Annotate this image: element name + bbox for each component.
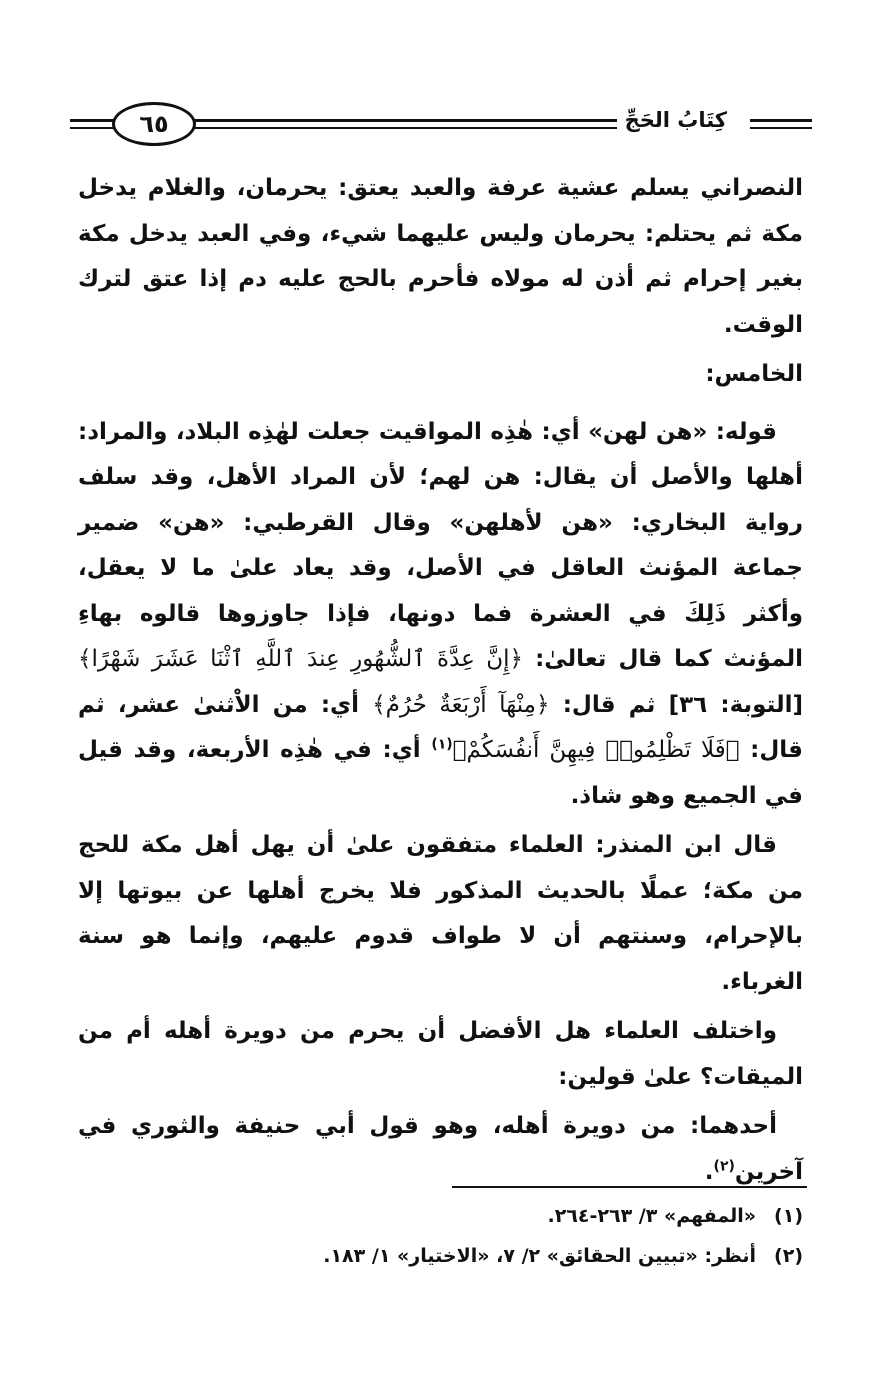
paragraph-5-end: . <box>704 1158 714 1185</box>
footnote-separator <box>452 1186 807 1188</box>
quran-verse-3: ﴿فَلَا تَظْلِمُوا۟ فِيهِنَّ أَنفُسَكُمْ﴾ <box>452 737 740 763</box>
footnote-1-text: «المفهم» ٣/ ٢٦٣-٢٦٤. <box>547 1205 757 1227</box>
page-number-badge <box>112 102 196 146</box>
header-rule-middle-top <box>192 119 652 122</box>
quran-verse-2: ﴿مِنْهَآ أَرْبَعَةٌ حُرُمٌ﴾ <box>372 691 550 718</box>
section-heading-text: الخامس: <box>705 361 803 387</box>
quran-verse-1: ﴿إِنَّ عِدَّةَ ٱلشُّهُورِ عِندَ ٱللَّهِ ٱثْنَا عَشَرَ شَهْرًا﴾ <box>78 646 524 672</box>
page-header <box>70 100 815 150</box>
paragraph-3-text: قال ابن المنذر: العلماء متفقون علىٰ أن يهل أهل مكة للحج من مكة؛ عملًا بالحديث المذكور فلا يخرج أهلها عن بيوتها إلا بالإحرام، وسنتهم أن لا طواف قدوم عليهم، وإنما هو سنة الغرباء. <box>78 832 803 995</box>
paragraph-5 <box>78 1104 803 1195</box>
paragraph-1-text: النصراني يسلم عشية عرفة والعبد يعتق: يحرمان، والغلام يدخل مكة ثم يحتلم: يحرمان وليس عليهما شيء، وفي العبد يدخل مكة بغير إحرام ثم أذن له مولاه فأحرم بالحج عليه دم إذا عتق لترك الوقت. <box>78 175 803 338</box>
footnote-1-number: (١) <box>774 1205 803 1227</box>
footnote-2-text: أنظر: «تبيين الحقائق» ٢/ ٧، «الاختيار» ١/ ١٨٣. <box>323 1245 757 1267</box>
footnote-1 <box>103 1196 803 1236</box>
paragraph-5-text: أحدهما: من دويرة أهله، وهو قول أبي حنيفة والثوري في آخرين <box>78 1113 803 1185</box>
paragraph-2-text-d: أي: في هٰذِه الأربعة، وقد قيل في الجميع وهو شاذ. <box>78 737 803 809</box>
paragraph-1 <box>78 166 803 348</box>
paragraph-2 <box>78 410 803 820</box>
page-number: ٦٥ <box>139 110 169 138</box>
footnote-ref-2[interactable]: (٢) <box>713 1157 735 1174</box>
paragraph-2-text-b: [التوبة: ٣٦] ثم قال: <box>562 691 803 718</box>
header-rule-middle-bottom <box>192 127 652 129</box>
footnote-2-number: (٢) <box>774 1245 803 1267</box>
main-text <box>78 166 803 1199</box>
footnote-2 <box>103 1236 803 1276</box>
header-rule-right-top <box>750 119 812 122</box>
paragraph-3 <box>78 823 803 1005</box>
header-rule-right-bottom <box>750 127 812 129</box>
paragraph-4 <box>78 1009 803 1100</box>
footnotes <box>103 1196 803 1276</box>
paragraph-2-text-a: قوله: «هن لهن» أي: هٰذِه المواقيت جعلت لهٰذِه البلاد، والمراد: أهلها والأصل أن يقال: هن لهم؛ لأن المراد الأهل، وقد سلف رواية البخاري: «هن لأهلهن» وقال القرطبي: «هن» ضمير جماعة المؤنث العاقل في الأصل، وقد يعاد علىٰ ما لا يعقل، وأكثر ذَلِكَ في العشرة فما دونها، فإذا جاوزوها قالوه بهاءِ المؤنث كما قال تعالىٰ: <box>78 418 804 672</box>
paragraph-4-text: واختلف العلماء هل الأفضل أن يحرم من دويرة أهله أم من الميقات؟ علىٰ قولين: <box>78 1018 803 1090</box>
paragraph-2-text-c: أي: من الاْثنىٰ عشر، ثم قال: <box>78 691 803 763</box>
header-rule-left-bottom <box>70 127 115 129</box>
section-heading <box>78 352 803 398</box>
footnote-ref-1[interactable]: (١) <box>431 736 453 753</box>
running-title: كِتَابُ الحَجِّ <box>617 108 735 132</box>
header-rule-left-top <box>70 119 115 122</box>
